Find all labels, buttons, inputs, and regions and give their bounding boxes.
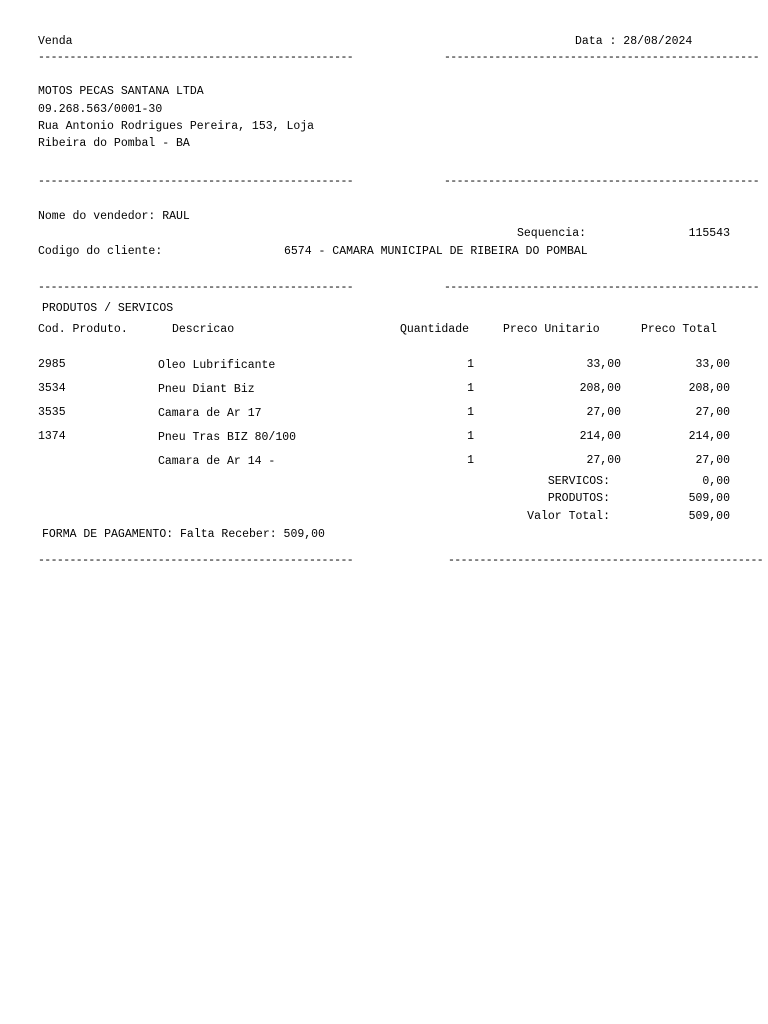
document-date: Data : 28/08/2024 [575, 35, 693, 48]
row-total-price: 33,00 [695, 358, 730, 371]
total-value: 509,00 [688, 510, 730, 523]
column-header-quantity: Quantidade [400, 323, 470, 336]
services-value: 0,00 [702, 475, 730, 488]
column-header-code: Cod. Produto. [38, 323, 128, 336]
row-total-price: 208,00 [688, 382, 730, 395]
row-unit-price: 27,00 [586, 454, 621, 467]
company-cnpj: 09.268.563/0001-30 [38, 103, 163, 116]
row-total-price: 214,00 [688, 430, 730, 443]
company-name: MOTOS PECAS SANTANA LTDA [38, 85, 204, 98]
row-total-price: 27,00 [695, 454, 730, 467]
row-quantity: 1 [467, 358, 474, 371]
separator-line: -------------------------------------------------- [38, 175, 354, 188]
row-unit-price: 214,00 [579, 430, 621, 443]
row-unit-price: 27,00 [586, 406, 621, 419]
separator-line: -------------------------------------------------- [444, 281, 760, 294]
products-section-title: PRODUTOS / SERVICOS [42, 302, 174, 315]
separator-line: -------------------------------------------------- [38, 554, 354, 567]
row-unit-price: 33,00 [586, 358, 621, 371]
products-value: 509,00 [688, 492, 730, 505]
separator-line: -------------------------------------------------- [448, 554, 764, 567]
company-city: Ribeira do Pombal - BA [38, 137, 190, 150]
row-code: 1374 [38, 430, 66, 443]
seller-name: Nome do vendedor: RAUL [38, 210, 190, 223]
row-quantity: 1 [467, 382, 474, 395]
document-title: Venda [38, 35, 73, 48]
row-code: 3535 [38, 406, 66, 419]
sequence-label: Sequencia: [517, 227, 587, 240]
row-description: Oleo Lubrificante [158, 359, 276, 372]
sequence-value: 115543 [688, 227, 730, 240]
row-quantity: 1 [467, 406, 474, 419]
row-description: Camara de Ar 17 [158, 407, 262, 420]
total-label: Valor Total: [527, 510, 610, 523]
client-value: 6574 - CAMARA MUNICIPAL DE RIBEIRA DO POMBAL [284, 245, 588, 258]
products-label: PRODUTOS: [547, 492, 610, 505]
row-description: Pneu Diant Biz [158, 383, 255, 396]
services-label: SERVICOS: [547, 475, 610, 488]
separator-line: -------------------------------------------------- [38, 281, 354, 294]
row-total-price: 27,00 [695, 406, 730, 419]
separator-line: -------------------------------------------------- [38, 51, 354, 64]
row-quantity: 1 [467, 454, 474, 467]
column-header-description: Descricao [172, 323, 235, 336]
client-code-label: Codigo do cliente: [38, 245, 163, 258]
row-quantity: 1 [467, 430, 474, 443]
payment-info: FORMA DE PAGAMENTO: Falta Receber: 509,00 [42, 528, 325, 541]
row-code: 3534 [38, 382, 66, 395]
row-code: 2985 [38, 358, 66, 371]
separator-line: -------------------------------------------------- [444, 175, 760, 188]
column-header-unit-price: Preco Unitario [503, 323, 600, 336]
column-header-total-price: Preco Total [641, 323, 717, 336]
row-unit-price: 208,00 [579, 382, 621, 395]
company-address: Rua Antonio Rodrigues Pereira, 153, Loja [38, 120, 315, 133]
row-description: Camara de Ar 14 - [158, 455, 276, 468]
separator-line: -------------------------------------------------- [444, 51, 760, 64]
row-description: Pneu Tras BIZ 80/100 [158, 431, 297, 444]
